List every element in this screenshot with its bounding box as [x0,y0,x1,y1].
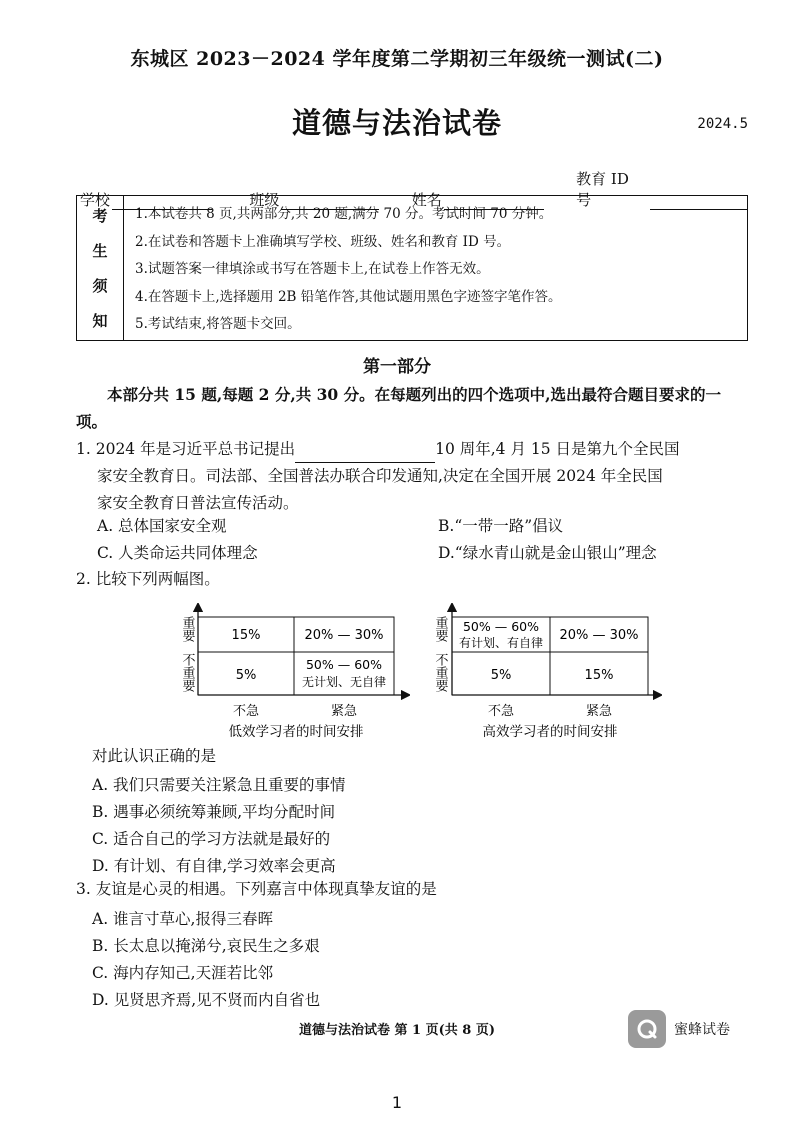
section-title: 第一部分 [363,357,431,377]
notice-item: 4.在答题卡上,选择题用 2B 铅笔作答,其他试题用黑色字迹签字笔作答。 [135,288,562,305]
chart-caption: 高效学习者的时间安排 [482,724,618,740]
question-1-stem: 1. 2024 年是习近平总书记提出 10 周年,4 月 15 日是第九个全民国 [76,436,756,463]
exam-header: 东城区 2023－2024 学年度第二学期初三年级统一测试(二) [130,48,664,70]
y-label-bottom: 不重要 [432,653,448,692]
q2-option-b[interactable]: B. 遇事必须统筹兼顾,平均分配时间 [92,803,336,821]
exam-date: 2024.5 [697,116,748,132]
exam-notice-box [76,195,748,341]
q3-option-d[interactable]: D. 见贤思齐焉,见不贤而内自省也 [92,991,321,1009]
q2-option-a[interactable]: A. 我们只需要关注紧急且重要的事情 [92,776,346,794]
question-1-line3: 家安全教育日普法宣传活动。 [97,494,299,512]
notice-items [124,196,747,340]
class-field[interactable]: 班级 [249,168,411,210]
notice-side-label: 考 生 须 知 [77,196,124,340]
cell-label: 15% [584,668,614,683]
q1-option-d[interactable]: D.“绿水青山就是金山银山”理念 [438,544,657,562]
q1-option-c[interactable]: C. 人类命运共同体理念 [97,544,258,562]
x-label-right: 紧急 [585,704,613,719]
chart-low-efficiency [170,603,410,743]
page-footer: 道德与法治试卷 第 1 页(共 8 页) [298,1023,496,1038]
notice-item: 1.本试卷共 8 页,共两部分,共 20 题,满分 70 分。考试时间 70 分钟。 [135,206,553,222]
q3-option-b[interactable]: B. 长太息以掩涕兮,哀民生之多艰 [92,937,320,955]
answer-blank [295,444,435,463]
q3-option-a[interactable]: A. 谁言寸草心,报得三春晖 [92,910,273,928]
q2-option-c[interactable]: C. 适合自己的学习方法就是最好的 [92,830,331,848]
exam-subject-title: 道德与法治试卷 [291,106,502,140]
bee-logo-icon [628,1010,666,1048]
y-label-bottom: 不重要 [179,653,195,692]
education-id-field[interactable]: 教育 ID 号 [576,168,748,210]
q1-option-b[interactable]: B.“一带一路”倡议 [438,517,564,535]
cell-label: 5% [235,668,257,683]
y-label-top: 重要 [179,616,195,642]
chart-caption: 低效学习者的时间安排 [228,724,364,740]
notice-item: 2.在试卷和答题卡上准确填写学校、班级、姓名和教育 ID 号。 [135,233,511,250]
brand-name: 蜜蜂试卷 [674,1022,730,1038]
x-label-left: 不急 [232,704,260,719]
cell-label: 无计划、无自律 [301,675,387,689]
cell-label: 20% — 30% [304,628,384,643]
cell-label: 20% — 30% [559,628,639,643]
question-1-line2: 家安全教育日。司法部、全国普法办联合印发通知,决定在全国开展 2024 年全民国 [97,467,663,485]
name-field[interactable]: 姓名 [412,168,576,210]
cell-label: 50% — 60% [305,657,383,672]
section-intro: 本部分共 15 题,每题 2 分,共 30 分。在每题列出的四个选项中,选出最符合题目要求的一项。 [76,385,721,431]
question-3-stem: 3. 友谊是心灵的相遇。下列嘉言中体现真挚友谊的是 [76,880,437,898]
cell-label: 有计划、有自律 [458,636,544,650]
page-number: 1 [391,1093,403,1112]
q2-option-d[interactable]: D. 有计划、有自律,学习效率会更高 [92,857,336,875]
x-label-right: 紧急 [330,704,358,719]
school-field[interactable]: 学校 [80,168,249,210]
notice-item: 5.考试结束,将答题卡交回。 [135,316,301,332]
cell-label: 5% [490,668,512,683]
question-2-stem: 2. 比较下列两幅图。 [76,570,220,588]
q1-option-a[interactable]: A. 总体国家安全观 [97,517,227,535]
y-label-top: 重要 [432,616,448,642]
q3-option-c[interactable]: C. 海内存知己,天涯若比邻 [92,964,274,982]
question-2-prompt: 对此认识正确的是 [92,747,217,765]
x-label-left: 不急 [487,704,515,719]
chart-high-efficiency [422,603,662,743]
cell-label: 50% — 60% [462,619,540,634]
notice-item: 3.试题答案一律填涂或书写在答题卡上,在试卷上作答无效。 [135,261,490,277]
brand-watermark [628,1010,730,1048]
cell-label: 15% [231,628,261,643]
